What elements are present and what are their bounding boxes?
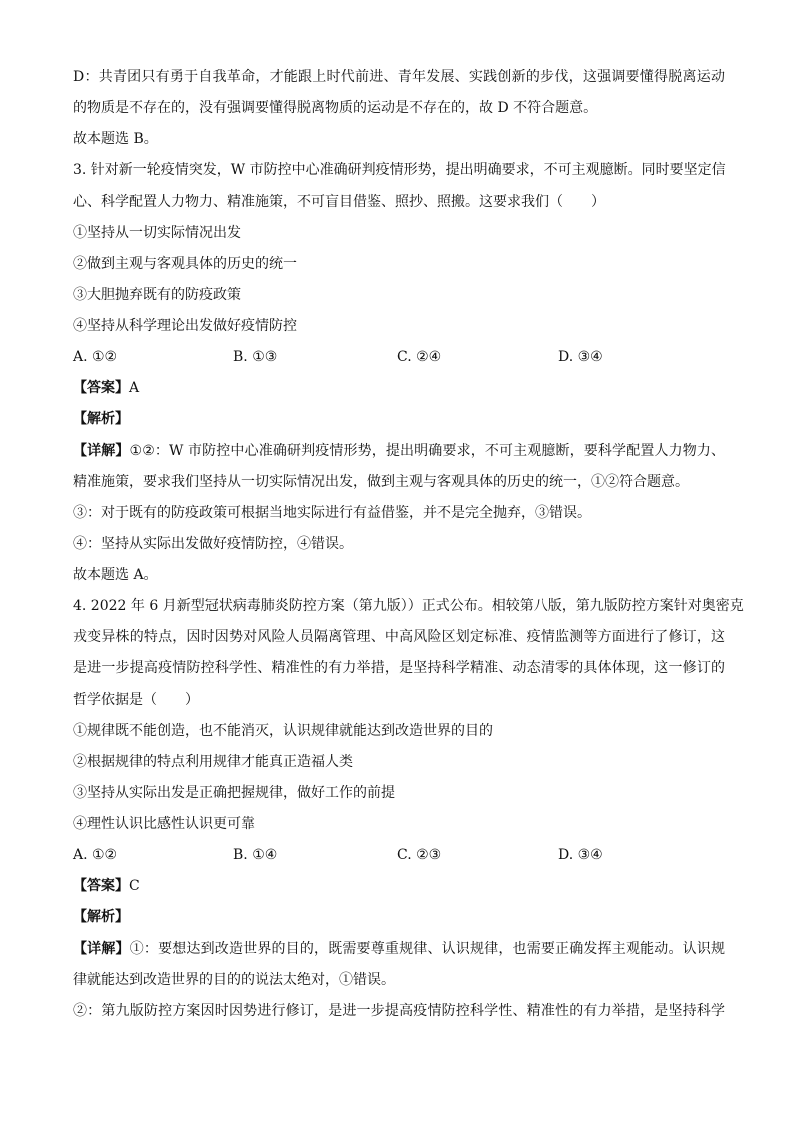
q4-stem-line-3: 是进一步提高疫情防控科学性、精准性的有力举措，是坚持科学精准、动态清零的具体体现，这一修订的 (73, 660, 725, 677)
q4-stem-line-4: 哲学依据是（ ） (73, 691, 199, 708)
prev-option-d-line-2: 的物质是不存在的，没有强调要懂得脱离物质的运动是不存在的，故 D 不符合题意。 (73, 100, 598, 117)
q4-statement-4: ④理性认识比感性认识更可靠 (73, 816, 255, 832)
q4-statement-2: ②根据规律的特点利用规律才能真正造福人类 (73, 753, 353, 770)
q4-analysis (73, 902, 725, 933)
q4-answer (73, 871, 725, 902)
q4-detail-line-1 (73, 934, 725, 965)
q4-answer-label: 【答案】 (73, 878, 129, 895)
q4-detail-label: 【详解】 (73, 940, 130, 957)
q3-option-c: C. ②④ (397, 349, 442, 366)
q4-option-b: B. ①④ (233, 847, 278, 864)
q3-statement-2: ②做到主观与客观具体的历史的统一 (73, 255, 297, 272)
q3-option-a: A. ①② (73, 349, 118, 366)
q3-statement-4: ④坚持从科学理论出发做好疫情防控 (73, 318, 297, 334)
q3-option-b: B. ①③ (233, 349, 278, 366)
q3-detail-line-3: ③：对于既有的防疫政策可根据当地实际进行有益借鉴，并不是完全抛弃，③错误。 (73, 504, 591, 521)
prev-option-d-line-1: D：共青团只有勇于自我革命，才能跟上时代前进、青年发展、实践创新的步伐，这强调要懂得脱离运动 (73, 69, 725, 85)
q4-analysis-label: 【解析】 (73, 909, 129, 926)
q3-stem-line-1: 3. 针对新一轮疫情突发，W 市防控中心准确研判疫情形势，提出明确要求，不可主观臆断。同时要坚定信 (73, 162, 726, 179)
q3-detail-label: 【详解】 (73, 442, 130, 459)
q4-detail-line-3: ②：第九版防控方案因时因势进行修订，是进一步提高疫情防控科学性、精准性的有力举措，是坚持科学 (73, 1002, 725, 1019)
q3-conclusion: 故本题选 A。 (73, 567, 158, 583)
q4-option-d: D. ③④ (558, 847, 603, 864)
page-content (73, 62, 744, 1027)
q4-detail-text-1: ①：要想达到改造世界的目的，既需要尊重规律、认识规律，也需要正确发挥主观能动。认识规 (129, 940, 726, 957)
q3-answer-label: 【答案】 (73, 380, 129, 397)
q4-stem-line-1: 4. 2022 年 6 月新型冠状病毒肺炎防控方案（第九版））正式公布。相较第八版，第九版防控方案针对奥密克 (73, 598, 744, 615)
q3-detail-text-1: ①②：W 市防控中心准确研判疫情形势，提出明确要求，不可主观臆断，要科学配置人力物力、 (129, 442, 725, 459)
q4-option-a: A. ①② (73, 847, 118, 864)
q3-statement-3: ③大胆抛弃既有的防疫政策 (73, 286, 241, 303)
q4-detail-line-2: 律就能达到改造世界的目的的说法太绝对，①错误。 (73, 971, 395, 988)
q3-stem-line-2: 心、科学配置人力物力、精准施策，不可盲目借鉴、照抄、照搬。这要求我们（ ） (73, 193, 605, 210)
q3-options (73, 342, 725, 373)
q3-analysis (73, 404, 725, 435)
q3-detail-line-1 (73, 436, 725, 467)
q3-detail-line-2: 精准施策，要求我们坚持从一切实际情况出发，做到主观与客观具体的历史的统一，①②符合题意。 (73, 473, 689, 490)
q4-statement-1: ①规律既不能创造，也不能消灭，认识规律就能达到改造世界的目的 (73, 722, 493, 739)
q4-statement-3: ③坚持从实际出发是正确把握规律，做好工作的前提 (73, 784, 395, 801)
prev-conclusion: 故本题选 B。 (73, 131, 158, 148)
q3-detail-line-4: ④：坚持从实际出发做好疫情防控，④错误。 (73, 535, 353, 552)
q3-answer (73, 373, 725, 404)
q4-stem-line-2: 戎变异株的特点，因时因势对风险人员隔离管理、中高风险区划定标准、疫情监测等方面进行了修订，这 (73, 629, 725, 646)
q4-answer-value: C (129, 878, 140, 895)
q3-option-d: D. ③④ (558, 349, 603, 366)
q3-statement-1: ①坚持从一切实际情况出发 (73, 224, 241, 241)
q4-options (73, 840, 725, 871)
q3-analysis-label: 【解析】 (73, 411, 129, 428)
q4-option-c: C. ②③ (397, 847, 442, 864)
q3-answer-value: A (129, 380, 140, 397)
